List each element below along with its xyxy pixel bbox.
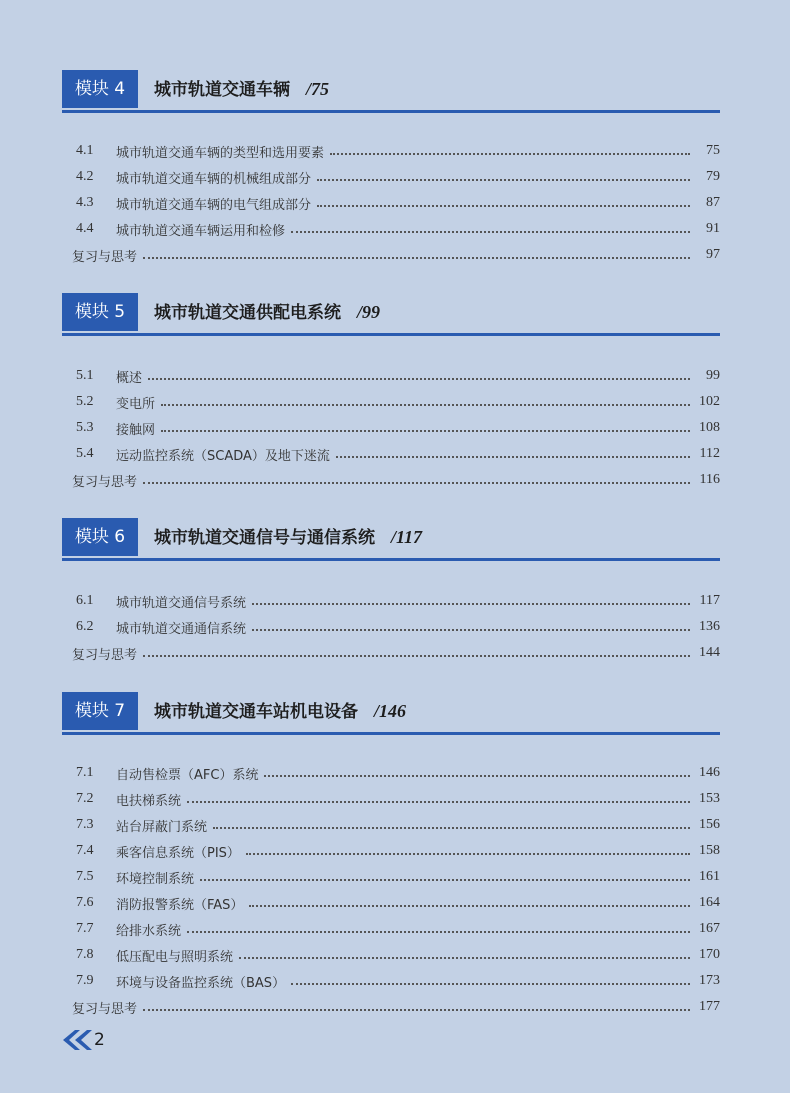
entry-page: 116 — [699, 472, 720, 487]
toc-entry[interactable] — [76, 363, 720, 389]
dot-leader — [336, 455, 690, 458]
toc-entry[interactable] — [76, 890, 720, 916]
entry-title: 城市轨道交通车辆的机械组成部分 — [116, 171, 312, 187]
entry-title: 城市轨道交通车辆的电气组成部分 — [116, 197, 312, 213]
entry-page: 97 — [706, 247, 720, 262]
module-rule — [62, 110, 720, 113]
module-title-text: 城市轨道交通车站机电设备 — [154, 702, 358, 722]
module-rule — [62, 333, 720, 336]
entry-number: 7.9 — [76, 973, 94, 988]
entry-number: 6.1 — [76, 593, 94, 608]
entry-title: 接触网 — [116, 422, 156, 438]
module-title-text: 城市轨道交通信号与通信系统 — [154, 528, 375, 548]
dot-leader — [143, 256, 690, 259]
dot-leader — [187, 930, 690, 933]
toc-entry-review[interactable] — [72, 242, 720, 268]
toc-entry[interactable] — [76, 441, 720, 467]
entry-page: 153 — [699, 791, 720, 806]
module-title-text: 城市轨道交通车辆 — [154, 80, 290, 100]
entry-title: 环境与设备监控系统（BAS） — [116, 975, 286, 991]
entry-number: 4.4 — [76, 221, 94, 236]
entry-page: 117 — [699, 593, 720, 608]
module-title — [154, 692, 406, 731]
module-header — [62, 70, 720, 110]
toc-entry[interactable] — [76, 614, 720, 640]
entry-title: 复习与思考 — [72, 647, 138, 663]
module-title-text: 城市轨道交通供配电系统 — [154, 303, 341, 323]
dot-leader — [239, 956, 690, 959]
dot-leader — [264, 774, 690, 777]
toc-entry-review[interactable] — [72, 994, 720, 1020]
page-number: 2 — [94, 1030, 105, 1050]
module-rule — [62, 558, 720, 561]
entry-title: 复习与思考 — [72, 1001, 138, 1017]
module-header — [62, 293, 720, 333]
module-header — [62, 692, 720, 732]
toc-entry[interactable] — [76, 164, 720, 190]
dot-leader — [246, 852, 690, 855]
toc-entry[interactable] — [76, 138, 720, 164]
entry-title: 给排水系统 — [116, 923, 182, 939]
module-page: /146 — [374, 701, 407, 721]
module-tag: 模块 7 — [62, 692, 138, 730]
module-page: /75 — [306, 79, 330, 99]
entry-page: 79 — [706, 169, 720, 184]
toc-entry-review[interactable] — [72, 640, 720, 666]
entry-list — [72, 138, 720, 268]
toc-entry[interactable] — [76, 190, 720, 216]
dot-leader — [317, 178, 690, 181]
module-title — [154, 293, 380, 332]
entry-number: 7.8 — [76, 947, 94, 962]
toc-entry-review[interactable] — [72, 467, 720, 493]
entry-page: 108 — [699, 420, 720, 435]
entry-page: 177 — [699, 999, 720, 1014]
module-title — [154, 70, 329, 109]
entry-list — [72, 363, 720, 493]
entry-title: 复习与思考 — [72, 474, 138, 490]
entry-number: 7.2 — [76, 791, 94, 806]
entry-number: 5.4 — [76, 446, 94, 461]
toc-entry[interactable] — [76, 389, 720, 415]
entry-title: 城市轨道交通车辆运用和检修 — [116, 223, 286, 239]
entry-title: 自动售检票（AFC）系统 — [116, 767, 259, 783]
entry-page: 136 — [699, 619, 720, 634]
entry-number: 7.3 — [76, 817, 94, 832]
entry-page: 102 — [699, 394, 720, 409]
toc-entry[interactable] — [76, 760, 720, 786]
entry-number: 6.2 — [76, 619, 94, 634]
entry-page: 167 — [699, 921, 720, 936]
module-7 — [62, 692, 720, 1017]
dot-leader — [143, 481, 690, 484]
module-6 — [62, 518, 720, 663]
entry-page: 146 — [699, 765, 720, 780]
module-page: /117 — [391, 527, 423, 547]
module-header — [62, 518, 720, 558]
entry-title: 城市轨道交通信号系统 — [116, 595, 247, 611]
entry-number: 5.2 — [76, 394, 94, 409]
entry-page: 144 — [699, 645, 720, 660]
entry-number: 4.2 — [76, 169, 94, 184]
entry-page: 91 — [706, 221, 720, 236]
entry-number: 7.6 — [76, 895, 94, 910]
module-tag: 模块 4 — [62, 70, 138, 108]
module-page: /99 — [357, 302, 381, 322]
entry-title: 低压配电与照明系统 — [116, 949, 234, 965]
dot-leader — [317, 204, 690, 207]
entry-title: 复习与思考 — [72, 249, 138, 265]
toc-entry[interactable] — [76, 916, 720, 942]
entry-page: 173 — [699, 973, 720, 988]
entry-page: 87 — [706, 195, 720, 210]
entry-page: 164 — [699, 895, 720, 910]
entry-page: 170 — [699, 947, 720, 962]
toc-entry[interactable] — [76, 942, 720, 968]
dot-leader — [161, 429, 690, 432]
entry-page: 75 — [706, 143, 720, 158]
entry-number: 7.5 — [76, 869, 94, 884]
dot-leader — [200, 878, 690, 881]
dot-leader — [252, 602, 690, 605]
dot-leader — [249, 904, 690, 907]
module-title — [154, 518, 422, 557]
entry-page: 112 — [699, 446, 720, 461]
toc-entry[interactable] — [76, 812, 720, 838]
page-footer — [62, 1028, 105, 1052]
toc-entry[interactable] — [76, 216, 720, 242]
entry-number: 7.1 — [76, 765, 94, 780]
entry-number: 4.3 — [76, 195, 94, 210]
entry-title: 环境控制系统 — [116, 871, 195, 887]
entry-title: 变电所 — [116, 396, 156, 412]
dot-leader — [330, 152, 690, 155]
entry-title: 城市轨道交通通信系统 — [116, 621, 247, 637]
module-tag: 模块 6 — [62, 518, 138, 556]
toc-entry[interactable] — [76, 786, 720, 812]
entry-number: 4.1 — [76, 143, 94, 158]
toc-entry[interactable] — [76, 864, 720, 890]
entry-page: 158 — [699, 843, 720, 858]
dot-leader — [291, 982, 690, 985]
toc-entry[interactable] — [76, 588, 720, 614]
entry-title: 城市轨道交通车辆的类型和选用要素 — [116, 145, 325, 161]
entry-list — [72, 760, 720, 1020]
entry-list — [72, 588, 720, 666]
module-4 — [62, 70, 720, 265]
entry-page: 156 — [699, 817, 720, 832]
toc-entry[interactable] — [76, 415, 720, 441]
double-chevron-left-icon — [62, 1029, 92, 1051]
entry-title: 电扶梯系统 — [116, 793, 182, 809]
entry-title: 远动监控系统（SCADA）及地下迷流 — [116, 448, 330, 464]
dot-leader — [213, 826, 690, 829]
dot-leader — [291, 230, 690, 233]
entry-number: 7.4 — [76, 843, 94, 858]
entry-number: 7.7 — [76, 921, 94, 936]
dot-leader — [148, 377, 690, 380]
module-tag: 模块 5 — [62, 293, 138, 331]
dot-leader — [187, 800, 690, 803]
module-rule — [62, 732, 720, 735]
entry-title: 乘客信息系统（PIS） — [116, 845, 240, 861]
dot-leader — [161, 403, 690, 406]
entry-title: 站台屏蔽门系统 — [116, 819, 208, 835]
entry-page: 161 — [699, 869, 720, 884]
toc-entry[interactable] — [76, 968, 720, 994]
entry-number: 5.1 — [76, 368, 94, 383]
entry-title: 概述 — [116, 370, 143, 386]
entry-page: 99 — [706, 368, 720, 383]
entry-title: 消防报警系统（FAS） — [116, 897, 244, 913]
toc-entry[interactable] — [76, 838, 720, 864]
dot-leader — [143, 1008, 690, 1011]
dot-leader — [143, 654, 690, 657]
entry-number: 5.3 — [76, 420, 94, 435]
dot-leader — [252, 628, 690, 631]
module-5 — [62, 293, 720, 490]
